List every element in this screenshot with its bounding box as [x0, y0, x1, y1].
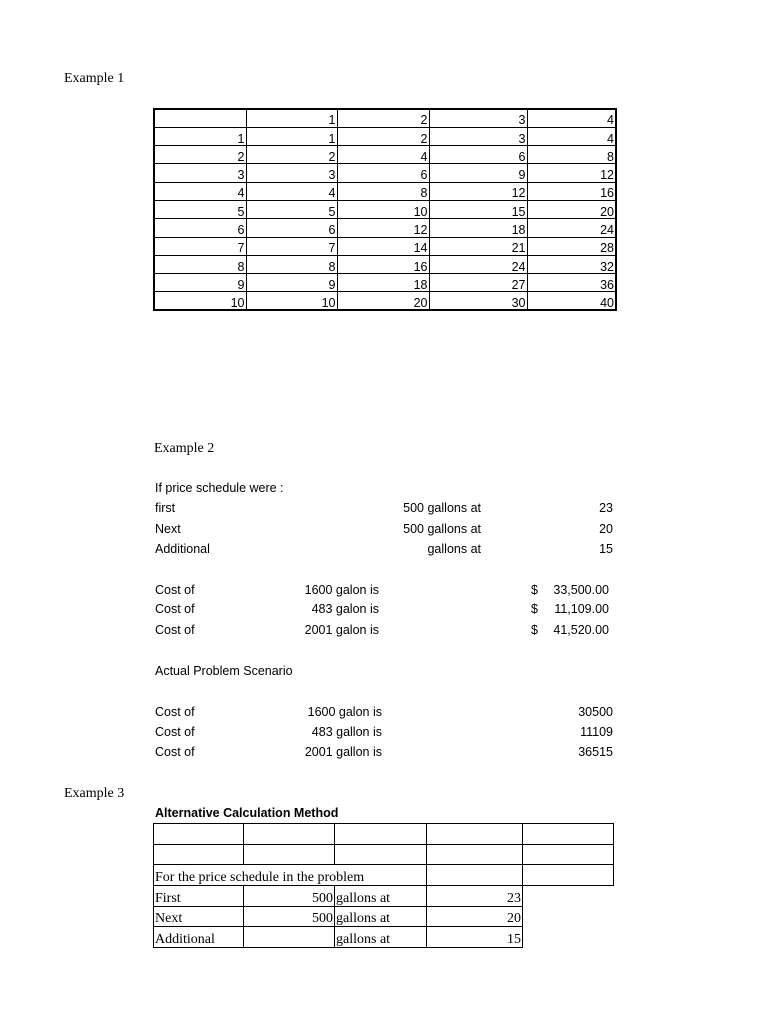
table-cell: 12 [337, 219, 429, 237]
actual-cost-amount: 2001 gallon is [304, 745, 382, 759]
table-cell: 3 [429, 127, 527, 145]
schedule-label: Next [155, 522, 181, 536]
table-cell: 15 [429, 200, 527, 218]
table-cell: 30 [429, 292, 527, 310]
actual-cost-label: Cost of [155, 745, 195, 759]
actual-cost-value: 11109 [580, 725, 613, 739]
table-cell: 2 [337, 127, 429, 145]
cost-value: 41,520.00 [553, 623, 609, 637]
table-cell: 3 [154, 164, 246, 182]
table-cell: 4 [527, 109, 616, 127]
actual-cost-value: 30500 [578, 705, 613, 719]
table-cell [154, 109, 246, 127]
table-cell: 36 [527, 274, 616, 292]
table-cell: 3 [429, 109, 527, 127]
table-cell: 7 [154, 237, 246, 255]
table-cell: 6 [429, 146, 527, 164]
cost-label: Cost of [155, 583, 195, 597]
table-row [154, 886, 614, 907]
cost-amount: 1600 galon is [304, 583, 379, 597]
table-row [154, 255, 616, 273]
table-cell: 21 [429, 237, 527, 255]
price-schedule-intro-cell: For the price schedule in the problem [155, 870, 365, 886]
table-cell: 8 [527, 146, 616, 164]
table-row [154, 219, 616, 237]
tier-price: 15 [427, 927, 523, 948]
table-cell: 4 [337, 146, 429, 164]
table-cell: 9 [429, 164, 527, 182]
tier-unit: gallons at [335, 906, 427, 927]
table-cell: 9 [154, 274, 246, 292]
table-cell: 32 [527, 255, 616, 273]
table-cell: 20 [527, 200, 616, 218]
schedule-qty: 500 gallons at [403, 522, 481, 536]
table-cell: 8 [154, 255, 246, 273]
tier-price: 23 [427, 886, 523, 907]
table-row [154, 865, 614, 886]
table-cell: 27 [429, 274, 527, 292]
actual-cost-value: 36515 [578, 745, 613, 759]
table-cell: 6 [246, 219, 337, 237]
table-cell: 6 [154, 219, 246, 237]
table-row [154, 164, 616, 182]
schedule-price: 20 [599, 522, 613, 536]
tier-unit: gallons at [335, 886, 427, 907]
table-row [154, 844, 614, 865]
tier-price: 20 [427, 906, 523, 927]
cost-label: Cost of [155, 623, 195, 637]
schedule-label: Additional [155, 542, 210, 556]
example-3-label: Example 3 [64, 786, 125, 801]
cost-amount: 2001 galon is [304, 623, 379, 637]
tier-qty: 500 [244, 886, 335, 907]
alternative-method-heading: Alternative Calculation Method [155, 806, 339, 820]
table-row [154, 146, 616, 164]
table-cell: 8 [246, 255, 337, 273]
table-cell: 8 [337, 182, 429, 200]
table-cell: 18 [337, 274, 429, 292]
table-cell: 1 [246, 127, 337, 145]
cost-currency: $ [531, 602, 538, 616]
table-cell: 10 [337, 200, 429, 218]
tier-label: Additional [154, 927, 244, 948]
tier-label: Next [154, 906, 244, 927]
table-row [154, 200, 616, 218]
table-cell: 16 [527, 182, 616, 200]
table-row [154, 274, 616, 292]
tier-qty: 500 [244, 906, 335, 927]
actual-cost-amount: 1600 galon is [307, 705, 382, 719]
table-row [154, 927, 614, 948]
table-cell: 6 [337, 164, 429, 182]
table-cell: 7 [246, 237, 337, 255]
table-cell: 5 [246, 200, 337, 218]
actual-scenario-title: Actual Problem Scenario [155, 664, 293, 678]
table-cell: 18 [429, 219, 527, 237]
table-row [154, 182, 616, 200]
multiplication-table [153, 108, 617, 311]
table-cell: 1 [246, 109, 337, 127]
actual-cost-label: Cost of [155, 725, 195, 739]
table-cell: 5 [154, 200, 246, 218]
table-cell: 10 [154, 292, 246, 310]
table-row [154, 237, 616, 255]
table-cell: 4 [527, 127, 616, 145]
cost-currency: $ [531, 583, 538, 597]
table-cell: 16 [337, 255, 429, 273]
table-cell: 2 [154, 146, 246, 164]
actual-cost-label: Cost of [155, 705, 195, 719]
table-row [154, 127, 616, 145]
table-cell: 40 [527, 292, 616, 310]
table-cell: 4 [246, 182, 337, 200]
table-cell: 10 [246, 292, 337, 310]
tier-unit: gallons at [335, 927, 427, 948]
example-2-label: Example 2 [154, 441, 215, 456]
table-cell: 9 [246, 274, 337, 292]
table-cell: 24 [429, 255, 527, 273]
table-cell: 12 [527, 164, 616, 182]
table-row [154, 906, 614, 927]
schedule-label: first [155, 501, 176, 515]
example-1-label: Example 1 [64, 71, 125, 86]
table-cell: 2 [337, 109, 429, 127]
table-cell: 20 [337, 292, 429, 310]
actual-cost-amount: 483 gallon is [311, 725, 382, 739]
table-cell: 12 [429, 182, 527, 200]
table-cell: 28 [527, 237, 616, 255]
cost-label: Cost of [155, 602, 195, 616]
cost-value: 11,109.00 [554, 602, 609, 616]
cost-amount: 483 galon is [311, 602, 379, 616]
schedule-qty: gallons at [427, 542, 481, 556]
schedule-price: 15 [599, 542, 613, 556]
cost-currency: $ [531, 623, 538, 637]
table-cell: 14 [337, 237, 429, 255]
table-cell: 3 [246, 164, 337, 182]
alternative-calculation-table [153, 823, 614, 948]
table-header-row [154, 109, 616, 127]
tier-label: First [154, 886, 244, 907]
table-cell: 24 [527, 219, 616, 237]
schedule-qty: 500 gallons at [403, 501, 481, 515]
schedule-price: 23 [599, 501, 613, 515]
cost-value: 33,500.00 [553, 583, 609, 597]
table-cell: 2 [246, 146, 337, 164]
table-row [154, 824, 614, 845]
table-cell: 1 [154, 127, 246, 145]
table-row [154, 292, 616, 310]
tier-qty [244, 927, 335, 948]
price-schedule-intro: If price schedule were : [155, 481, 284, 495]
table-cell: 4 [154, 182, 246, 200]
